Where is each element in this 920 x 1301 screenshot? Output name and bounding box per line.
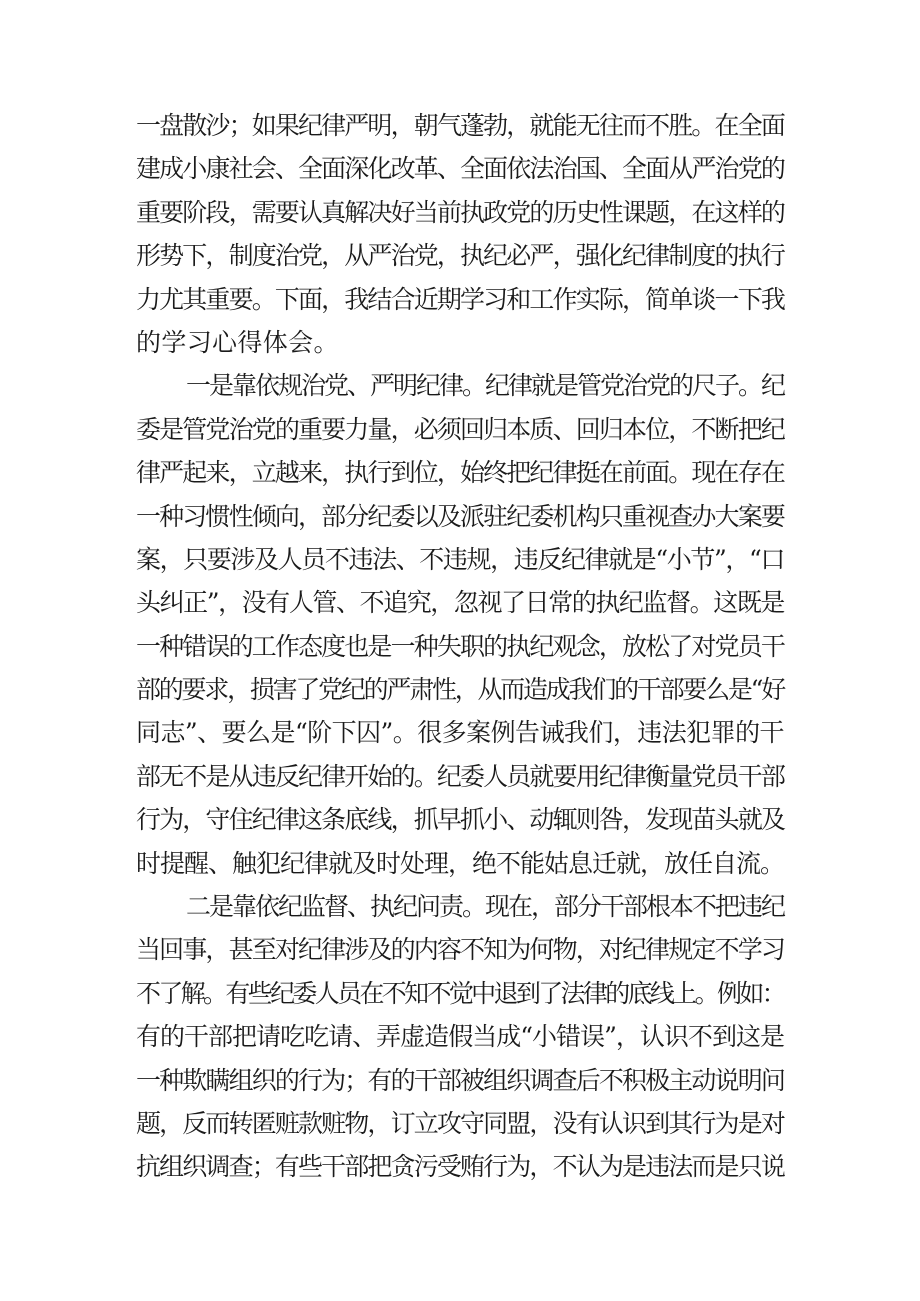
text-line: 一种习惯性倾向，部分纪委以及派驻纪委机构只重视查办大案要 xyxy=(136,501,784,531)
paragraph-first-line: 二是靠依纪监督、执纪问责。现在，部分干部根本不把违纪 xyxy=(186,892,784,922)
text-line: 形势下，制度治党，从严治党，执纪必严，强化纪律制度的执行 xyxy=(136,241,784,271)
text-line: 头纠正”，没有人管、不追究，忽视了日常的执纪监督。这既是 xyxy=(136,588,784,618)
paragraph-first-line: 一是靠依规治党、严明纪律。纪律就是管党治党的尺子。纪 xyxy=(186,371,784,401)
text-line: 不了解。有些纪委人员在不知不觉中退到了法律的底线上。例如： xyxy=(136,978,784,1008)
text-line: 部无不是从违反纪律开始的。纪委人员就要用纪律衡量党员干部 xyxy=(136,761,784,791)
text-line: 一种错误的工作态度也是一种失职的执纪观念，放松了对党员干 xyxy=(136,631,784,661)
text-line: 建成小康社会、全面深化改革、全面依法治国、全面从严治党的 xyxy=(136,154,784,184)
text-line: 律严起来，立越来，执行到位，始终把纪律挺在前面。现在存在 xyxy=(136,458,784,488)
text-line: 部的要求，损害了党纪的严肃性，从而造成我们的干部要么是“好 xyxy=(136,675,784,705)
body-text xyxy=(136,104,784,1189)
text-line: 题，反而转匿赃款赃物，订立攻守同盟，没有认识到其行为是对 xyxy=(136,1108,784,1138)
text-line: 同志”、要么是“阶下囚”。很多案例告诫我们，违法犯罪的干 xyxy=(136,718,784,748)
text-line: 行为，守住纪律这条底线，抓早抓小、动辄则咎，发现苗头就及 xyxy=(136,805,784,835)
text-line: 力尤其重要。下面，我结合近期学习和工作实际，简单谈一下我 xyxy=(136,284,784,314)
text-line: 案，只要涉及人员不违法、不违规，违反纪律就是“小节”，“口 xyxy=(136,544,784,574)
text-line: 的学习心得体会。 xyxy=(136,327,339,357)
text-line: 当回事，甚至对纪律涉及的内容不知为何物，对纪律规定不学习 xyxy=(136,935,784,965)
text-line: 一种欺瞒组织的行为；有的干部被组织调查后不积极主动说明问 xyxy=(136,1065,784,1095)
text-line: 委是管党治党的重要力量，必须回归本质、回归本位，不断把纪 xyxy=(136,414,784,444)
text-line: 抗组织调查；有些干部把贪污受贿行为，不认为是违法而是只说 xyxy=(136,1152,784,1182)
text-line: 重要阶段，需要认真解决好当前执政党的历史性课题，在这样的 xyxy=(136,197,784,227)
text-line: 有的干部把请吃吃请、弄虚造假当成“小错误”，认识不到这是 xyxy=(136,1022,784,1052)
text-line: 一盘散沙；如果纪律严明，朝气蓬勃，就能无往而不胜。在全面 xyxy=(136,111,784,140)
text-line: 时提醒、触犯纪律就及时处理，绝不能姑息迁就，放任自流。 xyxy=(136,848,784,878)
